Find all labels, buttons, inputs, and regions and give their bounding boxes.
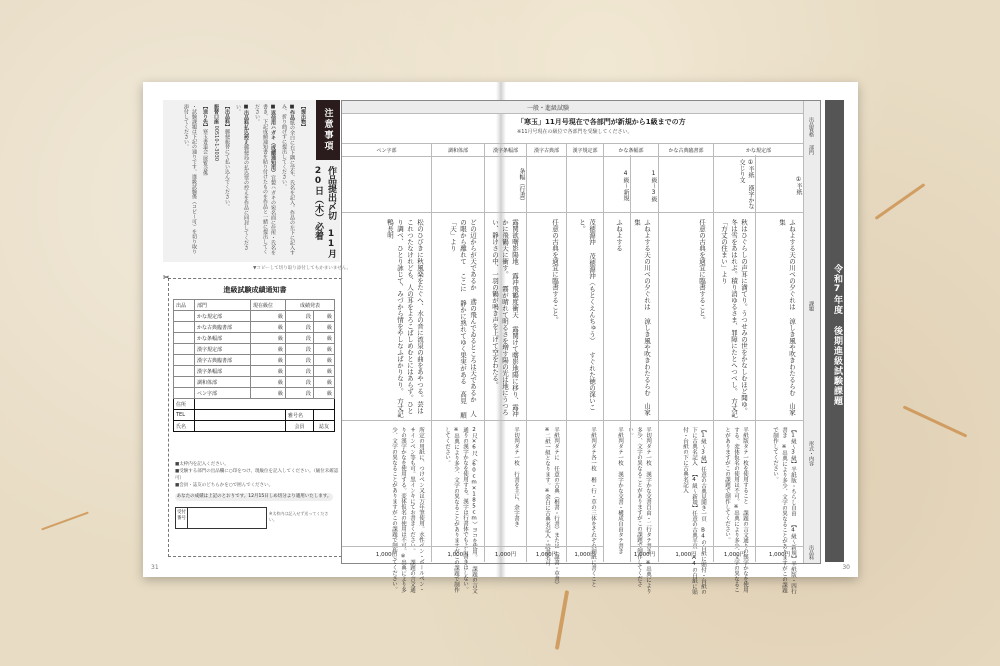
- sub-header: ①半紙 漢字かな交じり文: [714, 155, 755, 213]
- entry-checkbox[interactable]: [174, 322, 195, 333]
- address-label: 住所: [174, 399, 195, 410]
- format-text: 半紙版タテ一枚を使用すること 課題の言文通りの漢字かなを使用する。変体仮名の使用は不可。※出典により多少、文字の異なることがありますがこの課題で制作してください。: [724, 427, 748, 593]
- grade-cell[interactable]: 級: [250, 311, 285, 322]
- column-kanji-scroll: [485, 155, 527, 562]
- column-pen: [342, 155, 432, 593]
- format-text: 半紙判タテに 任意の古典（楷書・行書）または（隷書・草書） ※二紙一組となります。※余白に古典名記入・読書名可: [544, 427, 559, 587]
- format-text: 【1級〜3級】任意の古典見開き一頁 B4の白紙に貼付・台紙の下に古典名記入 【4級〜新規】任意の古典半頁 A4の白紙に貼付・台紙の下に古典名記入: [682, 427, 706, 595]
- fee: 1,000円: [659, 546, 713, 563]
- row-label: 部門: [808, 145, 814, 155]
- form-note: ■太枠内を記入ください。: [175, 462, 229, 467]
- table-row: [174, 366, 335, 377]
- result-cell: 級: [313, 366, 334, 377]
- receipt-label: 受付番号: [176, 508, 188, 528]
- row-label: 出品料: [808, 545, 814, 560]
- exam-task-table: [341, 100, 821, 595]
- table-row: [174, 333, 335, 344]
- entry-checkbox[interactable]: [174, 366, 195, 377]
- eligibility-note: ※11月号現在の級位で各部門を受験してください。: [517, 129, 633, 135]
- result-cell: 級: [313, 311, 334, 322]
- receipt-note: ※太枠内は記入せず送ってください。: [269, 511, 329, 522]
- result-cell: 段: [285, 355, 313, 366]
- table-row: [174, 311, 335, 322]
- task-text: ふねよする: [615, 219, 623, 252]
- notes-body: [167, 104, 307, 258]
- header-cell: 部門: [195, 300, 251, 311]
- dept-cell: 漢字古典臨書部: [195, 355, 251, 366]
- format-text: 半切判タテ一枚 行書を主に、余字書き: [513, 427, 519, 527]
- section-text: 紙の余白に右下隅に学年、氏名を記入。作品の左下に記入すみ、折り曲げずに提出してください。: [281, 104, 295, 255]
- section-heading: ■出品料払込控え: [243, 104, 249, 145]
- row-label: 課題: [808, 301, 814, 311]
- grade-cell[interactable]: 級: [250, 355, 285, 366]
- member-option[interactable]: 会員: [285, 421, 313, 432]
- result-cell: 級: [313, 333, 334, 344]
- dept-header: 調和体部: [432, 144, 485, 156]
- category-band: [342, 101, 820, 114]
- dept-header: 漢字規定部: [567, 144, 604, 156]
- section-text: 郵便振替にて払い込んでください。: [224, 129, 230, 209]
- notes-box: [163, 100, 340, 262]
- table-row: [174, 322, 335, 333]
- tel-row: [174, 410, 335, 421]
- fee: 1,000円: [485, 546, 526, 563]
- sub-header: ①半紙: [756, 155, 803, 213]
- deadline-value: 11月20日（木）必着: [313, 166, 336, 258]
- row-label: 出品資格: [808, 117, 814, 137]
- result-cell: 級: [313, 355, 334, 366]
- dept-cell: かな古典臨書部: [195, 322, 251, 333]
- entry-checkbox[interactable]: [174, 388, 195, 399]
- grade-cell[interactable]: 級: [250, 377, 285, 388]
- dept-header: かな規定部: [714, 144, 804, 156]
- format-text: 半紙判タテ一枚 漢字かな交書・構成自由タテ書き: [617, 427, 623, 554]
- copy-note: ▼コピーして切り取り添付してもかまいません。: [253, 266, 352, 271]
- result-bar: あなたの成績は上記のとおりです。12月15日しめ切分より適用いたします。: [176, 494, 332, 499]
- column-kana-standard-1: [756, 155, 804, 594]
- grade-report-form: [163, 273, 342, 557]
- grade-cell[interactable]: 級: [250, 322, 285, 333]
- section-heading: 振替口座: [213, 104, 219, 124]
- format-text: 2尺×6尺（60cm×185cm）ヨコを使用。 課題の言文通りの漢字かなを使用する。漢字は行書体でもよし書きはしない。※出典により多少、文字の異なることがありますがこの課題で制作してください。: [444, 427, 477, 594]
- entry-checkbox[interactable]: [174, 344, 195, 355]
- entry-checkbox[interactable]: [174, 377, 195, 388]
- pen-name-label: 雅号名: [285, 410, 313, 421]
- form-note: ■受験する部門の出品欄に○印をつけ、現級位を記入してください。（級位未確認可）: [175, 469, 339, 481]
- dept-cell: 調和体部: [195, 377, 251, 388]
- task-text: 茂徳淵沖 茂徳淵沖（もとくえんちゅう） すぐれた徳の深いこと。: [578, 219, 596, 411]
- section-heading: 【送り先】: [202, 104, 208, 129]
- task-text: 任意の古典を適宜に臨書すること。: [551, 219, 559, 323]
- dept-header: かな条幅部: [604, 144, 659, 156]
- task-text: ふねよする天の川べの夕ぐれは 涼しき風や吹きわたるらむ 山家集: [633, 219, 651, 416]
- column-kanji-classic: [527, 155, 567, 587]
- column-kana-classic: [659, 155, 714, 595]
- table-row: [174, 355, 335, 366]
- address-row: [174, 399, 335, 410]
- pen-name-field[interactable]: [313, 410, 334, 421]
- grade-cell[interactable]: 級: [250, 344, 285, 355]
- grade-cell[interactable]: 級: [250, 333, 285, 344]
- task-text: 秋はひぐらしの声耳に満てり。うつせみの世をかなしむほど聞ゆ。冬は雪をあはれぶ。積り消ゆるさま、罪障にたとへつべし。 方丈記「方丈の住まい」より: [720, 219, 748, 418]
- table-header: [174, 300, 335, 311]
- format-text: 半切判タテ一枚 漢字かな交書自由・二行タテ書き ※出典により多少、文字の異なることがありますがこの課題で制作してください。: [627, 427, 651, 594]
- dept-header: ペン字部: [342, 144, 432, 156]
- result-cell: 級: [313, 322, 334, 333]
- dept-header: 漢字条幅部: [485, 144, 527, 156]
- entry-checkbox[interactable]: [174, 311, 195, 322]
- section-heading: 【出品料】: [224, 104, 230, 129]
- deadline-label: 作品提出〆切: [326, 166, 336, 220]
- result-cell: 段: [285, 388, 313, 399]
- section-heading: ■返信用ハガキ（成績通知用）: [270, 104, 276, 175]
- header-cell: 出品: [174, 300, 195, 311]
- format-text: 半紙判タテ各一枚 楷・行・草の三体をそれぞれ別紙に書くこと: [590, 427, 596, 587]
- grade-cell[interactable]: 級: [250, 366, 285, 377]
- section-heading: 【提出物】: [300, 104, 306, 129]
- dept-cell: かな条幅部: [195, 333, 251, 344]
- row-label: 形式・内容: [808, 441, 814, 466]
- task-text: ふねよする天の川べの夕ぐれは 涼しき風や吹きわたるらむ 山家集: [778, 219, 796, 416]
- format-text: 所定の用紙に、つけペン又は万年筆使用。水性ペン・ボールペン・サインペン等も可。黒インキにてお書きください。 課題の言文通りの漢字かなを使用する。変体仮名の使用は不可。※出典により多少、文字の異なることがありますがこの課題で制作してください。: [391, 427, 424, 593]
- side-title: 令和7年度 後期進級試験課題: [825, 100, 844, 562]
- page-number-right: 30: [842, 564, 850, 571]
- result-cell: 段: [285, 333, 313, 344]
- fee: 1,000円: [631, 546, 658, 563]
- header-cell: 現在級位: [250, 300, 285, 311]
- dept-cell: ペン字部: [195, 388, 251, 399]
- dept-cell: かな規定部: [195, 311, 251, 322]
- column-kanji-standard: [567, 155, 604, 587]
- form-title: 進級試験成績通知書: [223, 286, 287, 294]
- grade-cell[interactable]: 級: [250, 388, 285, 399]
- fee: 1,000円: [756, 546, 803, 563]
- grade-table: [173, 299, 335, 432]
- row-labels: [803, 101, 820, 563]
- sub-header: 条幅（行書）: [485, 155, 526, 213]
- result-cell: 段: [285, 377, 313, 388]
- fee: 1,000円: [342, 546, 431, 563]
- fee: 1,000円: [527, 546, 566, 563]
- name-field[interactable]: [195, 421, 286, 432]
- footer-note: ・試験課題は下記の通りです。進級試験係（コピー可）を切り取り添付してください。: [183, 104, 197, 254]
- form-notes: [175, 461, 341, 489]
- paper-fiber: [875, 183, 926, 220]
- notes-title: 注意事項: [316, 100, 340, 160]
- result-cell: 級: [313, 344, 334, 355]
- table-row: [174, 344, 335, 355]
- entry-checkbox[interactable]: [174, 333, 195, 344]
- result-cell: 級: [313, 377, 334, 388]
- result-cell: 段: [285, 311, 313, 322]
- fee: 1,000円: [567, 546, 603, 563]
- category-label: 一般・進級試験: [527, 105, 570, 112]
- tel-label: TEL: [174, 410, 195, 421]
- table-row: [174, 377, 335, 388]
- scissors-icon: ✂: [163, 273, 170, 282]
- paper-fiber: [41, 512, 89, 531]
- section-heading: ■作品: [289, 104, 295, 120]
- result-cell: 段: [285, 366, 313, 377]
- column-kana-standard-2: [714, 155, 756, 593]
- column-kana-scroll-1: [627, 155, 659, 594]
- format-text: 【1級〜3級】半紙版・ちらし自由 【4級〜新規】半紙版・四行書き ※出典により多少、文字の異なることがありますがこの課題で制作してください。: [772, 427, 796, 594]
- name-row: [174, 421, 335, 432]
- entry-checkbox[interactable]: [174, 355, 195, 366]
- table-row: [174, 388, 335, 399]
- open-booklet: [143, 82, 858, 595]
- section-text: 官製ハガキの宛名面に住所・氏名を書き、下記成績通知書を貼り付けたものを作品と一緒に提出してください。: [254, 104, 276, 255]
- dept-cell: 漢字規定部: [195, 344, 251, 355]
- result-cell: 級: [313, 388, 334, 399]
- sub-header: 4級〜新規: [604, 155, 630, 213]
- account-number: 00510-1-3030: [213, 125, 219, 162]
- paper-fiber: [903, 405, 968, 437]
- header-cell: 成績発表: [285, 300, 334, 311]
- task-text: 松のひびきに秋風楽をたぐへ、水の音に流泉の曲をあやつる。芸はこれつたなけれども、人の耳をよろこばしめむとにはあらず。ひとり調べ、ひとり詠じて、みづから情をやしなふばかりなり。 方丈記 鴨長明: [386, 219, 424, 424]
- task-columns: [342, 155, 804, 595]
- fee: 1,000円: [714, 546, 755, 563]
- dept-header: かな古典臨書部: [659, 144, 714, 156]
- address-field[interactable]: [195, 399, 335, 410]
- column-harmony: [432, 155, 485, 594]
- form-note: ■会員・誌友のどちらかを○で囲んでください。: [175, 483, 274, 488]
- dept-cell: 漢字条幅部: [195, 366, 251, 377]
- task-text: どの辺からが天であるか 鳶の飛んでゐるところは天であるか 人の眼から離れて ここに 静かに熟れてゆく果実がある 高見 順「天」より: [449, 219, 477, 419]
- dept-header: 漢字古典部: [527, 144, 567, 156]
- task-text: 任意の古典を適宜に臨書すること。: [698, 219, 706, 323]
- name-label: 氏名: [174, 421, 195, 432]
- friend-option[interactable]: 誌友: [313, 421, 334, 432]
- deadline: [312, 166, 338, 262]
- sub-header: 1級〜3級: [631, 155, 658, 213]
- tel-field[interactable]: [195, 410, 286, 421]
- receipt-box: [175, 507, 267, 529]
- page-number-left: 31: [151, 564, 159, 571]
- section-text: 郵便局の払込票の控えを作品に同封してください。: [235, 104, 249, 250]
- fee: 1,000円: [432, 546, 484, 563]
- task-text: 露関欲曙影陽地 露冲飛鶴度衝天 露関けて曙影地陽に移り、露冲かに飛鶴天に衝す。 霧が晴れて明るさを増す陽の光は地にうつろい、静けさの中、一羽の鶴が鳴き声を上げて空をわたる。: [491, 219, 519, 417]
- column-kana-scroll-2: [604, 155, 631, 562]
- section-text: 寒玉書道会 展覧会係: [202, 129, 208, 176]
- result-cell: 段: [285, 344, 313, 355]
- result-cell: 段: [285, 322, 313, 333]
- eligibility-text: 「寒玉」11月号現在で各部門が新規から1級までの方: [517, 118, 686, 126]
